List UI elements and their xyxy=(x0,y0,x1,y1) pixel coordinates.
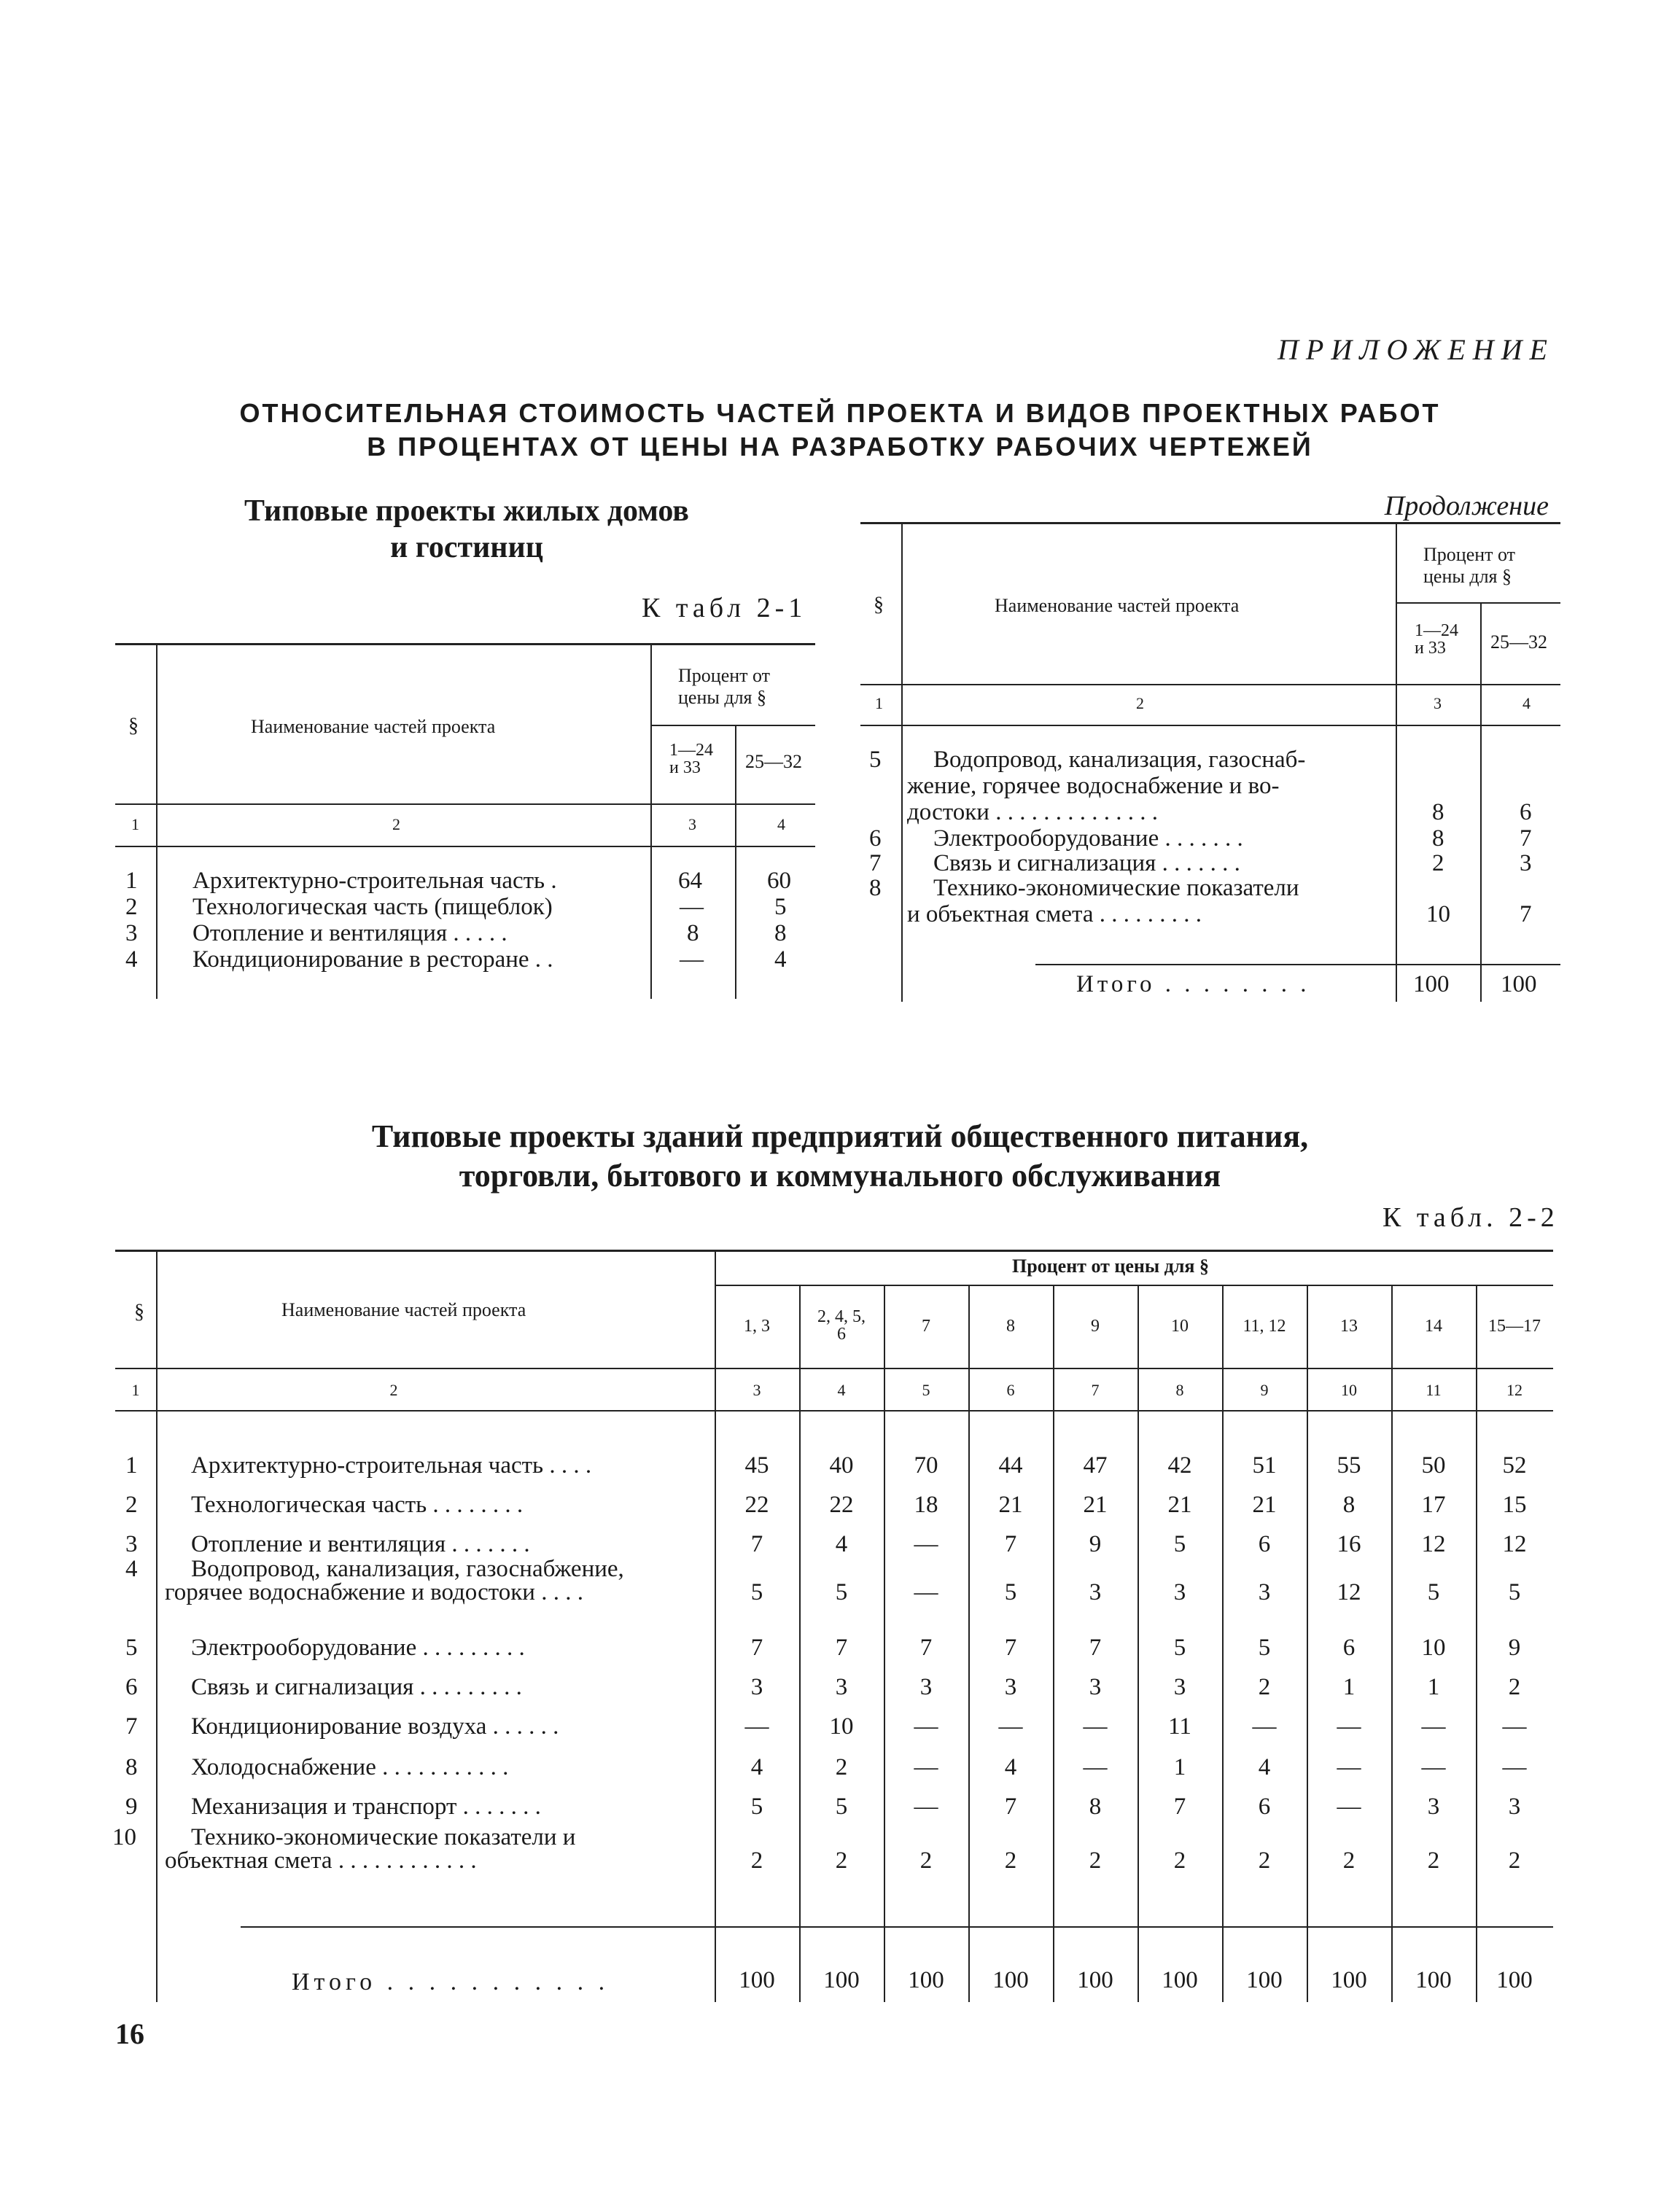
s2-row7-val-7: — xyxy=(1252,1713,1277,1740)
s2-row10-val-8: 2 xyxy=(1342,1847,1356,1874)
s2-col-num-5: 5 xyxy=(922,1381,930,1399)
s2-row5-val-8: 6 xyxy=(1342,1635,1356,1661)
s1l-num-1: 1 xyxy=(131,815,139,833)
s2-row2-val-10: 15 xyxy=(1502,1492,1527,1518)
s2-row9-sect: 9 xyxy=(125,1794,138,1820)
s2-col-num-1: 1 xyxy=(131,1381,140,1399)
s2-total-val-2: 100 xyxy=(823,1967,860,1993)
s2-row2-val-3: 18 xyxy=(914,1492,938,1518)
s2-row4-val-5: 3 xyxy=(1089,1579,1102,1605)
s2-row10-val-5: 2 xyxy=(1089,1847,1102,1874)
s1l-row3-sect: 3 xyxy=(125,920,138,946)
s1r-row5-b: 6 xyxy=(1520,799,1532,825)
s1l-row4-sect: 4 xyxy=(125,946,138,973)
s1r-row5-a: 8 xyxy=(1432,799,1444,825)
s2-row2-val-1: 22 xyxy=(744,1492,769,1518)
s2-row7-val-10: — xyxy=(1502,1713,1527,1740)
s1l-row1-a: 64 xyxy=(678,868,702,894)
s2-row8-val-2: 2 xyxy=(835,1754,848,1780)
s2-col-head-6: 10 xyxy=(1171,1317,1189,1336)
s2-row3-val-2: 4 xyxy=(835,1531,848,1557)
s2-col-head-3: 7 xyxy=(922,1317,930,1336)
s2-row8-val-1: 4 xyxy=(750,1754,763,1780)
s2-row1-val-6: 42 xyxy=(1167,1452,1192,1479)
s2-col-head-1: 1, 3 xyxy=(744,1317,770,1336)
s1r-row7-b: 3 xyxy=(1520,850,1532,876)
s1r-row5-line1: Водопровод, канализация, газоснаб- xyxy=(933,747,1306,773)
s2-col-num-9: 9 xyxy=(1260,1381,1269,1399)
s2-row5-val-10: 9 xyxy=(1508,1635,1521,1661)
s2-row3-val-6: 5 xyxy=(1173,1531,1186,1557)
s2-col-head-5: 9 xyxy=(1091,1317,1100,1336)
s2-row1-val-9: 50 xyxy=(1421,1452,1446,1479)
s1r-total-label: Итого . . . . . . . . xyxy=(1076,971,1310,997)
s1l-col-b: 25—32 xyxy=(745,751,802,772)
s1l-row2-b: 5 xyxy=(774,894,787,920)
s2-row2-val-2: 22 xyxy=(829,1492,854,1518)
s2-row10-line1: Технико-экономические показатели и xyxy=(191,1824,576,1850)
s1r-row5-line3: достоки . . . . . . . . . . . . . . xyxy=(907,799,1158,825)
s2-row5-val-5: 7 xyxy=(1089,1635,1102,1661)
s2-row5-val-3: 7 xyxy=(919,1635,933,1661)
s1l-row4-a: — xyxy=(680,946,704,973)
s2-row7-val-8: — xyxy=(1337,1713,1361,1740)
s2-row6-name: Связь и сигнализация . . . . . . . . . xyxy=(191,1674,522,1700)
s2-row10-val-3: 2 xyxy=(919,1847,933,1874)
s1r-row8-line2: и объектная смета . . . . . . . . . xyxy=(907,901,1202,927)
section2-title-line-2: торговли, бытового и коммунального обслуживания xyxy=(459,1158,1221,1194)
s1l-row4-name: Кондиционирование в ресторане . . xyxy=(192,946,553,973)
s2-row9-val-3: — xyxy=(914,1794,938,1820)
s1r-row6-a: 8 xyxy=(1432,825,1444,852)
s2-col-head-4: 8 xyxy=(1006,1317,1015,1336)
s2-col-head-2: 2, 4, 5, 6 xyxy=(817,1307,866,1344)
s2-col-head-7: 11, 12 xyxy=(1242,1317,1286,1336)
s2-row8-val-3: — xyxy=(914,1754,938,1780)
s2-row8-val-5: — xyxy=(1083,1754,1108,1780)
s2-row4-val-1: 5 xyxy=(750,1579,763,1605)
s2-row4-line2: горячее водоснабжение и водостоки . . . . xyxy=(165,1579,583,1605)
s2-row6-val-8: 1 xyxy=(1342,1674,1356,1700)
s1r-num-4: 4 xyxy=(1522,694,1531,712)
s2-row1-val-8: 55 xyxy=(1337,1452,1361,1479)
s2-total-val-7: 100 xyxy=(1246,1967,1283,1993)
s1r-row5-line2: жение, горячее водоснабжение и во- xyxy=(907,773,1280,799)
s2-row8-val-7: 4 xyxy=(1258,1754,1271,1780)
s2-row6-val-5: 3 xyxy=(1089,1674,1102,1700)
s1l-row2-sect: 2 xyxy=(125,894,138,920)
s1r-num-2: 2 xyxy=(1136,694,1144,712)
s2-row5-val-2: 7 xyxy=(835,1635,848,1661)
s2-row3-val-9: 12 xyxy=(1421,1531,1446,1557)
s2-col-num-12: 12 xyxy=(1506,1381,1522,1399)
s2-row1-val-4: 44 xyxy=(998,1452,1023,1479)
s1r-total-b: 100 xyxy=(1501,971,1537,997)
s2-row1-val-2: 40 xyxy=(829,1452,854,1479)
section2-title xyxy=(0,1117,1680,1196)
section2-title-line-1: Типовые проекты зданий предприятий общественного питания, xyxy=(371,1118,1309,1154)
s2-total-val-6: 100 xyxy=(1162,1967,1198,1993)
s2-row8-sect: 8 xyxy=(125,1754,138,1780)
s1r-row6-name: Электрооборудование . . . . . . . xyxy=(933,825,1243,852)
s1l-col-percent-2: цены для § xyxy=(678,687,766,708)
s2-row6-val-4: 3 xyxy=(1004,1674,1017,1700)
section1-title-line-1: Типовые проекты жилых домов xyxy=(244,494,689,528)
s2-row2-val-9: 17 xyxy=(1421,1492,1446,1518)
s1r-row8-b: 7 xyxy=(1520,901,1532,927)
section1-title xyxy=(131,493,802,566)
s2-row5-val-9: 10 xyxy=(1421,1635,1446,1661)
s2-col-name: Наименование частей проекта xyxy=(281,1299,526,1320)
s2-row1-val-10: 52 xyxy=(1502,1452,1527,1479)
s2-row6-val-10: 2 xyxy=(1508,1674,1521,1700)
main-title-line-2: В ПРОЦЕНТАХ ОТ ЦЕНЫ НА РАЗРАБОТКУ РАБОЧИХ ЧЕРТЕЖЕЙ xyxy=(367,432,1313,462)
s2-col-num-3: 3 xyxy=(752,1381,761,1399)
s2-row8-val-8: — xyxy=(1337,1754,1361,1780)
s1l-num-2: 2 xyxy=(392,815,400,833)
s2-row8-val-4: 4 xyxy=(1004,1754,1017,1780)
s1r-row6-sect: 6 xyxy=(869,825,882,852)
s2-col-head-9: 14 xyxy=(1425,1317,1442,1336)
page-number: 16 xyxy=(115,2017,144,2050)
s1r-total-a: 100 xyxy=(1413,971,1450,997)
s1r-row7-name: Связь и сигнализация . . . . . . . xyxy=(933,850,1240,876)
s2-row8-val-6: 1 xyxy=(1173,1754,1186,1780)
s1l-row1-name: Архитектурно-строительная часть . xyxy=(192,868,557,894)
s1l-col-a-1: 1—24 xyxy=(669,741,713,760)
s1r-col-name: Наименование частей проекта xyxy=(995,595,1240,616)
s1r-col-b: 25—32 xyxy=(1490,631,1547,653)
s1r-row8-line1: Технико-экономические показатели xyxy=(933,875,1299,901)
s1l-col-percent-1: Процент от xyxy=(678,665,771,686)
s2-total-val-8: 100 xyxy=(1331,1967,1367,1993)
s1l-num-3: 3 xyxy=(688,815,696,833)
s2-row10-val-6: 2 xyxy=(1173,1847,1186,1874)
s1l-row3-name: Отопление и вентиляция . . . . . xyxy=(192,920,508,946)
s2-row10-sect: 10 xyxy=(112,1824,136,1850)
s2-row9-val-7: 6 xyxy=(1258,1794,1271,1820)
s2-row8-name: Холодоснабжение . . . . . . . . . . . xyxy=(191,1754,509,1780)
s2-row1-val-7: 51 xyxy=(1252,1452,1277,1479)
s2-row6-val-2: 3 xyxy=(835,1674,848,1700)
s2-row9-val-10: 3 xyxy=(1508,1794,1521,1820)
s2-row9-val-8: — xyxy=(1337,1794,1361,1820)
s1r-col-percent-2: цены для § xyxy=(1423,566,1512,587)
s2-col-num-11: 11 xyxy=(1426,1381,1442,1399)
s2-row7-val-3: — xyxy=(914,1713,938,1740)
s2-col-num-8: 8 xyxy=(1175,1381,1184,1399)
s2-row4-val-2: 5 xyxy=(835,1579,848,1605)
s2-col-num-7: 7 xyxy=(1091,1381,1100,1399)
s2-row4-sect: 4 xyxy=(125,1556,138,1582)
s2-row6-val-9: 1 xyxy=(1427,1674,1440,1700)
s2-row3-val-4: 7 xyxy=(1004,1531,1017,1557)
s1r-row5-sect: 5 xyxy=(869,747,882,773)
s2-row2-val-5: 21 xyxy=(1083,1492,1108,1518)
s2-col-head-8: 13 xyxy=(1340,1317,1358,1336)
s2-row1-val-1: 45 xyxy=(744,1452,769,1479)
s2-row7-val-4: — xyxy=(998,1713,1023,1740)
s2-total-val-1: 100 xyxy=(739,1967,775,1993)
s1r-num-1: 1 xyxy=(875,694,883,712)
s2-row4-val-4: 5 xyxy=(1004,1579,1017,1605)
s2-row10-val-1: 2 xyxy=(750,1847,763,1874)
s1l-row1-b: 60 xyxy=(767,868,791,894)
s1r-row8-a: 10 xyxy=(1426,901,1450,927)
s2-row3-val-5: 9 xyxy=(1089,1531,1102,1557)
s2-row8-val-10: — xyxy=(1502,1754,1527,1780)
s2-col-sect: § xyxy=(134,1301,144,1323)
s2-row7-val-5: — xyxy=(1083,1713,1108,1740)
s1l-col-name: Наименование частей проекта xyxy=(251,716,496,737)
continuation-label: Продолжение xyxy=(1384,491,1549,521)
s2-row5-val-6: 5 xyxy=(1173,1635,1186,1661)
main-title-line-1: ОТНОСИТЕЛЬНАЯ СТОИМОСТЬ ЧАСТЕЙ ПРОЕКТА И ВИДОВ ПРОЕКТНЫХ РАБОТ xyxy=(239,398,1441,428)
s2-row7-val-9: — xyxy=(1421,1713,1446,1740)
s2-row1-name: Архитектурно-строительная часть . . . . xyxy=(191,1452,592,1479)
s2-row3-val-10: 12 xyxy=(1502,1531,1527,1557)
s2-row4-val-8: 12 xyxy=(1337,1579,1361,1605)
s2-row6-val-6: 3 xyxy=(1173,1674,1186,1700)
s2-row10-line2: объектная смета . . . . . . . . . . . . xyxy=(165,1847,477,1874)
s1l-row4-b: 4 xyxy=(774,946,787,973)
s2-row10-val-10: 2 xyxy=(1508,1847,1521,1874)
s2-row2-val-4: 21 xyxy=(998,1492,1023,1518)
s1l-row2-name: Технологическая часть (пищеблок) xyxy=(192,894,553,920)
main-title xyxy=(0,397,1680,464)
s1r-col-a-1: 1—24 xyxy=(1415,621,1458,640)
s2-row3-val-1: 7 xyxy=(750,1531,763,1557)
s2-row9-val-2: 5 xyxy=(835,1794,848,1820)
s2-row1-sect: 1 xyxy=(125,1452,138,1479)
s2-row10-val-4: 2 xyxy=(1004,1847,1017,1874)
s2-row6-sect: 6 xyxy=(125,1674,138,1700)
s1l-col-sect: § xyxy=(128,715,139,737)
s2-row7-val-2: 10 xyxy=(829,1713,854,1740)
s2-total-val-3: 100 xyxy=(908,1967,944,1993)
s2-total-val-9: 100 xyxy=(1415,1967,1452,1993)
s1l-row1-sect: 1 xyxy=(125,868,138,894)
s2-row2-sect: 2 xyxy=(125,1492,138,1518)
s2-row7-sect: 7 xyxy=(125,1713,138,1740)
s2-row7-val-1: — xyxy=(744,1713,769,1740)
s1l-num-4: 4 xyxy=(777,815,785,833)
s1l-col-a-2: и 33 xyxy=(669,758,701,777)
s2-row3-name: Отопление и вентиляция . . . . . . . xyxy=(191,1531,530,1557)
s2-row6-val-1: 3 xyxy=(750,1674,763,1700)
s1r-col-percent-1: Процент от xyxy=(1423,544,1516,565)
s2-col-percent: Процент от цены для § xyxy=(1012,1255,1209,1277)
s2-row6-val-3: 3 xyxy=(919,1674,933,1700)
appendix-label: ПРИЛОЖЕНИЕ xyxy=(1278,333,1555,366)
s1r-row6-b: 7 xyxy=(1520,825,1532,852)
s2-row6-val-7: 2 xyxy=(1258,1674,1271,1700)
s2-row4-val-10: 5 xyxy=(1508,1579,1521,1605)
section2-table-ref: К табл. 2-2 xyxy=(1382,1202,1559,1233)
s2-row4-val-9: 5 xyxy=(1427,1579,1440,1605)
s2-row8-val-9: — xyxy=(1421,1754,1446,1780)
s2-row7-val-6: 11 xyxy=(1168,1713,1191,1740)
section1-table-ref: К табл 2-1 xyxy=(642,593,807,623)
s2-row2-val-7: 21 xyxy=(1252,1492,1277,1518)
s2-row4-line1: Водопровод, канализация, газоснабжение, xyxy=(191,1556,624,1582)
s1l-row2-a: — xyxy=(680,894,704,920)
s1l-row3-b: 8 xyxy=(774,920,787,946)
s1r-num-3: 3 xyxy=(1434,694,1442,712)
s2-col-num-6: 6 xyxy=(1006,1381,1015,1399)
s2-col-num-4: 4 xyxy=(837,1381,846,1399)
s1l-row3-a: 8 xyxy=(687,920,699,946)
s2-col-head-10: 15—17 xyxy=(1488,1317,1541,1336)
s2-total-val-4: 100 xyxy=(992,1967,1029,1993)
s2-row9-name: Механизация и транспорт . . . . . . . xyxy=(191,1794,541,1820)
s2-row1-val-5: 47 xyxy=(1083,1452,1108,1479)
s2-row9-val-4: 7 xyxy=(1004,1794,1017,1820)
s2-row3-sect: 3 xyxy=(125,1531,138,1557)
s2-row2-val-8: 8 xyxy=(1342,1492,1356,1518)
s2-col-num-10: 10 xyxy=(1341,1381,1357,1399)
s2-row10-val-9: 2 xyxy=(1427,1847,1440,1874)
s2-row2-val-6: 21 xyxy=(1167,1492,1192,1518)
s2-row10-val-7: 2 xyxy=(1258,1847,1271,1874)
s2-row9-val-9: 3 xyxy=(1427,1794,1440,1820)
s2-row4-val-7: 3 xyxy=(1258,1579,1271,1605)
s2-row1-val-3: 70 xyxy=(914,1452,938,1479)
s1r-row7-a: 2 xyxy=(1432,850,1444,876)
s2-row5-sect: 5 xyxy=(125,1635,138,1661)
s2-row4-val-6: 3 xyxy=(1173,1579,1186,1605)
s2-row5-name: Электрооборудование . . . . . . . . . xyxy=(191,1635,525,1661)
s2-row5-val-7: 5 xyxy=(1258,1635,1271,1661)
s2-row3-val-3: — xyxy=(914,1531,938,1557)
s2-row5-val-4: 7 xyxy=(1004,1635,1017,1661)
s2-row9-val-6: 7 xyxy=(1173,1794,1186,1820)
s2-col-num-2: 2 xyxy=(389,1381,398,1399)
s2-row3-val-8: 16 xyxy=(1337,1531,1361,1557)
section1-title-line-2: и гостиниц xyxy=(390,531,543,564)
s2-row2-name: Технологическая часть . . . . . . . . xyxy=(191,1492,524,1518)
s2-total-val-10: 100 xyxy=(1496,1967,1533,1993)
s2-row7-name: Кондиционирование воздуха . . . . . . xyxy=(191,1713,559,1740)
s2-total-label: Итого . . . . . . . . . . . xyxy=(292,1969,610,1996)
s1r-col-sect: § xyxy=(874,593,884,616)
s2-total-val-5: 100 xyxy=(1077,1967,1113,1993)
s2-row3-val-7: 6 xyxy=(1258,1531,1271,1557)
s1r-row8-sect: 8 xyxy=(869,875,882,901)
s1r-col-a-2: и 33 xyxy=(1415,639,1446,658)
s2-row9-val-5: 8 xyxy=(1089,1794,1102,1820)
s2-row4-val-3: — xyxy=(914,1579,938,1605)
s1r-row7-sect: 7 xyxy=(869,850,882,876)
s2-row10-val-2: 2 xyxy=(835,1847,848,1874)
s2-row5-val-1: 7 xyxy=(750,1635,763,1661)
s2-row9-val-1: 5 xyxy=(750,1794,763,1820)
